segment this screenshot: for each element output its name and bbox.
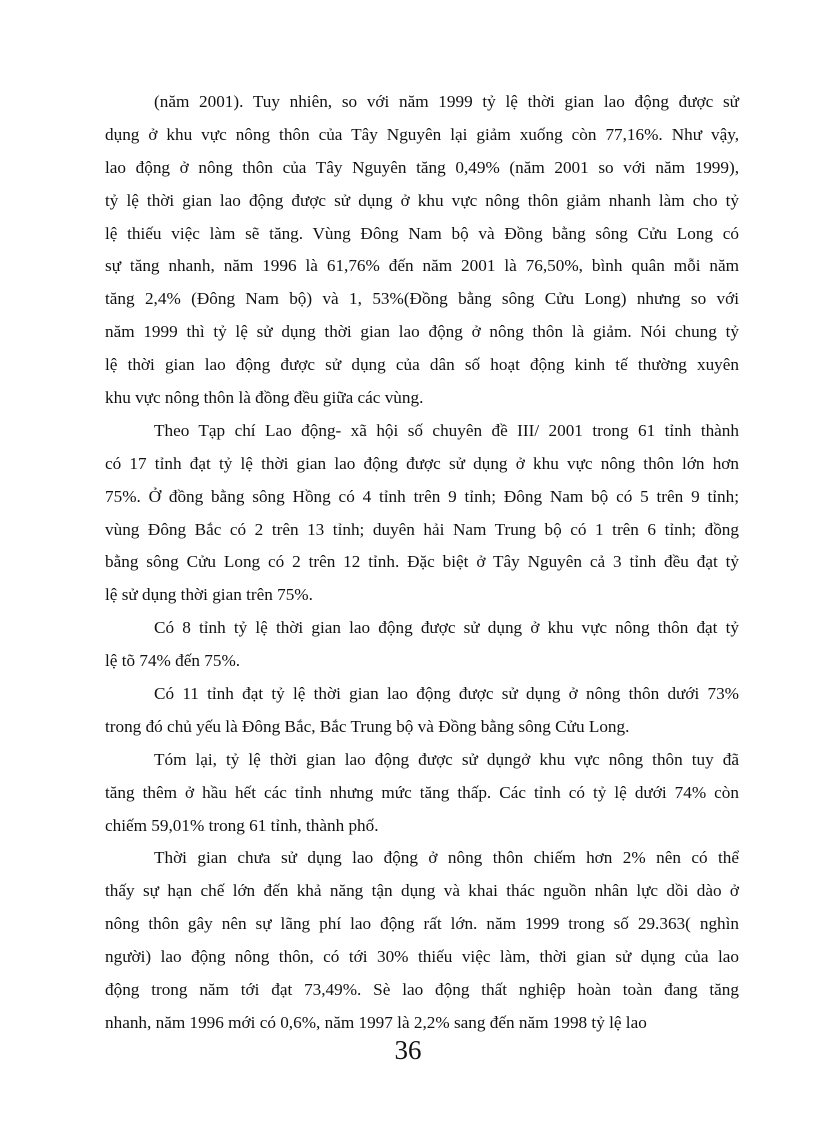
body-text	[105, 86, 739, 1040]
text-line: Theo Tạp chí Lao động- xã hội số chuyên đề III/ 2001 trong 61 tỉnh thành	[154, 420, 739, 440]
paragraph	[105, 744, 739, 843]
text-line: sự tăng nhanh, năm 1996 là 61,76% đến năm 2001 là 76,50%, bình quân mỗi năm	[105, 256, 739, 276]
paragraph	[105, 842, 739, 1039]
text-line: năm 1999 thì tỷ lệ sử dụng thời gian lao động ở nông thôn là giảm. Nói chung tỷ	[105, 322, 739, 342]
text-line: bằng sông Cửu Long có 2 trên 12 tỉnh. Đặc biệt ở Tây Nguyên cả 3 tỉnh đều đạt tỷ	[105, 552, 739, 572]
text-line: động trong năm tới đạt 73,49%. Sè lao động thất nghiệp hoàn toàn đang tăng	[105, 980, 739, 1000]
text-line: có 17 tỉnh đạt tỷ lệ thời gian lao động được sử dụng ở khu vực nông thôn lớn hơn	[105, 453, 739, 473]
text-line: khu vực nông thôn là đồng đều giữa các vùng.	[105, 388, 424, 408]
paragraph	[105, 86, 739, 415]
page-number: 36	[394, 1035, 422, 1065]
text-line: lệ thiếu việc làm sẽ tăng. Vùng Đông Nam bộ và Đồng bằng sông Cửu Long có	[105, 223, 739, 243]
text-line: lệ sử dụng thời gian trên 75%.	[105, 585, 313, 605]
text-line: lệ thời gian lao động được sử dụng của dân số hoạt động kinh tế thường xuyên	[105, 355, 739, 375]
text-line: lao động ở nông thôn của Tây Nguyên tăng 0,49% (năm 2001 so với năm 1999),	[105, 157, 739, 177]
text-line: chiếm 59,01% trong 61 tỉnh, thành phố.	[105, 815, 379, 835]
text-line: Có 11 tỉnh đạt tỷ lệ thời gian lao động được sử dụng ở nông thôn dưới 73%	[154, 684, 739, 704]
text-line: tăng thêm ở hầu hết các tỉnh nhưng mức tăng thấp. Các tỉnh có tỷ lệ dưới 74% còn	[105, 782, 739, 802]
text-line: (năm 2001). Tuy nhiên, so với năm 1999 tỷ lệ thời gian lao động được sử	[154, 92, 739, 111]
text-line: 75%. Ở đồng bằng sông Hồng có 4 tỉnh trên 9 tỉnh; Đông Nam bộ có 5 trên 9 tỉnh;	[105, 486, 739, 506]
text-line: tỷ lệ thời gian lao động được sử dụng ở khu vực nông thôn giảm nhanh làm cho tỷ	[105, 190, 739, 210]
text-line: người) lao động nông thôn, có tới 30% thiếu việc làm, thời gian sử dụng của lao	[105, 947, 739, 967]
paragraph	[105, 415, 739, 612]
text-line: lệ tõ 74% đến 75%.	[105, 651, 241, 671]
paragraph	[105, 678, 739, 744]
text-line: dụng ở khu vực nông thôn của Tây Nguyên lại giảm xuống còn 77,16%. Như vậy,	[105, 124, 739, 144]
text-line: vùng Đông Bắc có 2 trên 13 tỉnh; duyên hải Nam Trung bộ có 1 trên 6 tỉnh; đồng	[105, 519, 739, 539]
text-line: nông thôn gây nên sự lãng phí lao động rất lớn. năm 1999 trong số 29.363( nghìn	[105, 914, 739, 934]
text-line: nhanh, năm 1996 mới có 0,6%, năm 1997 là 2,2% sang đến năm 1998 tỷ lệ lao	[105, 1012, 647, 1032]
text-line: Có 8 tỉnh tỷ lệ thời gian lao động được sử dụng ở khu vực nông thôn đạt tỷ	[154, 618, 739, 638]
text-line: tăng 2,4% (Đông Nam bộ) và 1, 53%(Đồng bằng sông Cửu Long) nhưng so với	[105, 289, 739, 309]
text-line: thấy sự hạn chế lớn đến khả năng tận dụng và khai thác nguồn nhân lực dồi dào ở	[105, 881, 739, 901]
text-line: trong đó chủ yếu là Đông Bắc, Bắc Trung bộ và Đồng bằng sông Cửu Long.	[105, 716, 630, 736]
text-line: Tóm lại, tỷ lệ thời gian lao động được sử dụngở khu vực nông thôn tuy đã	[154, 749, 739, 769]
text-line: Thời gian chưa sử dụng lao động ở nông thôn chiếm hơn 2% nên có thể	[154, 848, 739, 868]
paragraph	[105, 612, 739, 678]
